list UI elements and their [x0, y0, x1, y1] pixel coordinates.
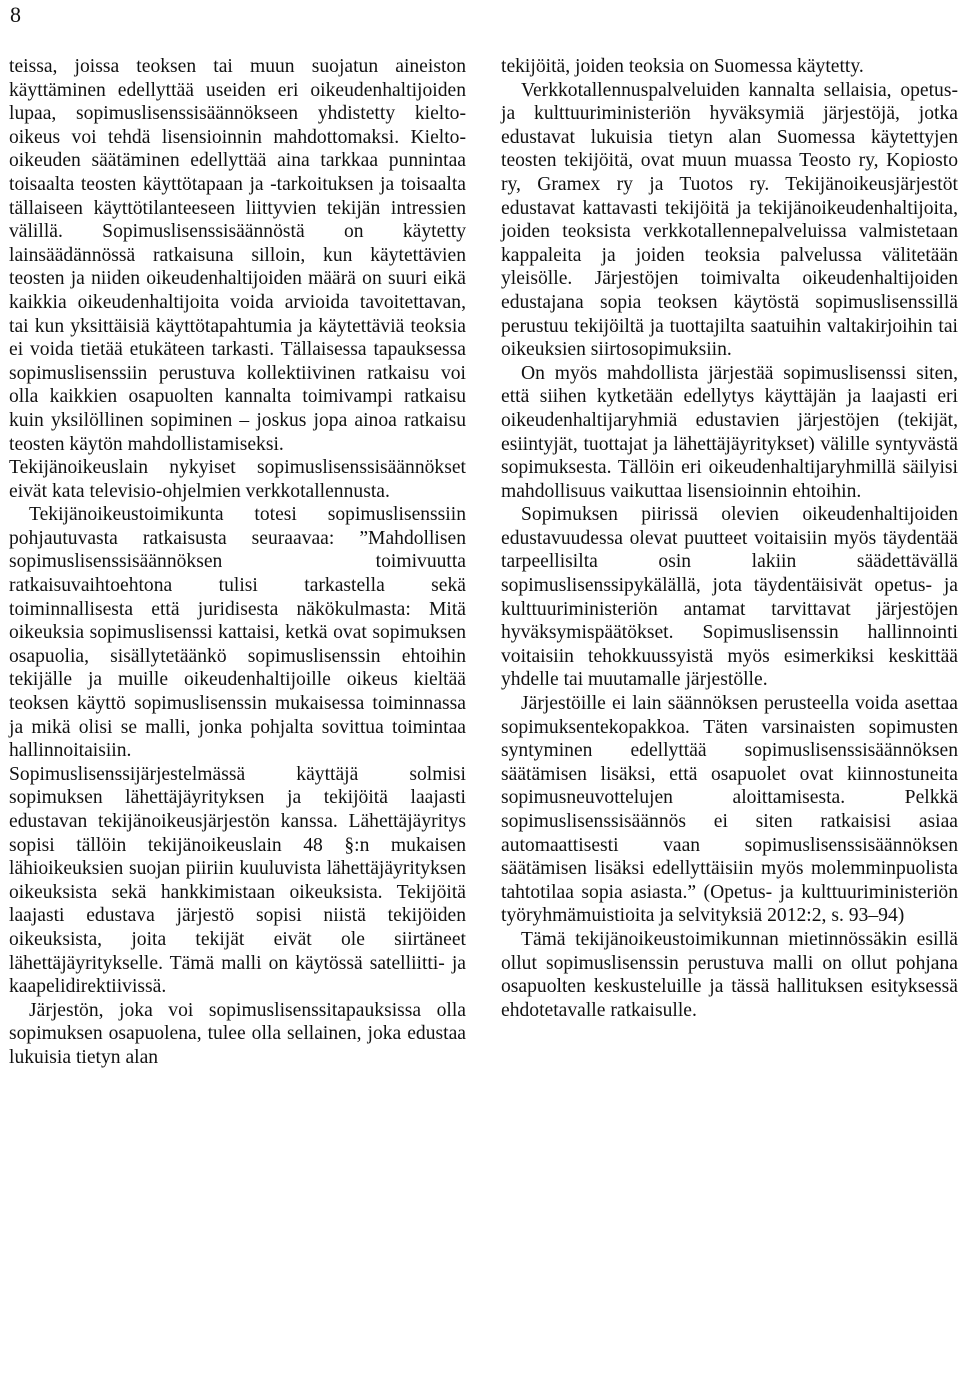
paragraph: Verkkotallennuspalveluiden kannalta sellaisia, opetus- ja kulttuuriministeriön hyväksymiä järjestöjä, jotka edustavat lukuisia tietyn alan Suomessa käytettyjen teosten tekijöitä, ovat muun muassa Teosto ry, Kopiosto ry, Gramex ry ja Tuotos ry. Tekijänoikeusjärjestöt edustavat kattavasti tekijöitä ja tekijänoikeudenhaltijoita, joiden teoksista verkkotallennepalveluissa valmistetaan kappaleita ja joiden teoksia palvelussa välitetään yleisölle. Järjestöjen toimivalta oikeudenhaltijoiden edustajana sopia teoksen käytöstä sopimuslisenssillä perustuu tekijöiltä ja tuottajilta saatuihin valtakirjoihin tai oikeuksien siirtosopimuksiin. — [501, 79, 958, 361]
paragraph: Tämä tekijänoikeustoimikunnan mietinnössäkin esillä ollut sopimuslisenssin perustuva malli on ollut pohjana osapuolten keskusteluille ja tässä hallituksen esityksessä ehdotetavalle ratkaisulle. — [501, 928, 958, 1021]
paragraph: tekijöitä, joiden teoksia on Suomessa käytetty. — [501, 56, 864, 77]
paragraph: Tekijänoikeustoimikunta totesi sopimuslisenssiin pohjautuvasta ratkaisusta seuraavaa: ”Mahdollisen sopimuslisenssisäännöksen toimivuutta ratkaisuvaihtoehtona tulisi tarkastella sekä toiminnallisesta että juridisesta näkökulmasta: Mitä oikeuksia sopimuslisenssi kattaisi, ketkä ovat sopimuksen osapuolia, sisällytetäänkö sopimuslisenssin ehtoihin tekijälle ja muille oikeudenhaltijoille oikeus kieltää teoksen käyttö sopimuslisenssin mukaisessa toiminnassa ja mikä olisi se malli, jonka pohjalta sovittua toimintaa hallinnoitaisiin. — [9, 504, 466, 762]
paragraph: teissa, joissa teoksen tai muun suojatun aineiston käyttäminen edellyttää useiden eri oikeudenhaltijoiden lupaa, sopimuslisenssisäännökseen yhdistetty kielto-oikeus voi tehdä lisensioinnin mahdottomaksi. Kielto-oikeuden säätäminen edellyttää aina tarkkaa punnintaa toisaalta teosten käyttötapaan ja -tarkoituksen ja toisaalta tällaiseen käyttötilanteeseen liittyvien tekijän intressien välillä. Sopimuslisenssisäännöstä on käytetty lainsäädännössä ratkaisuna silloin, kun käytettävien teosten ja niiden oikeudenhaltijoiden määrä on suuri eikä kaikkia oikeudenhaltijoita voida arvioida tavoitettavan, tai kun yksittäisiä käyttötapahtumia ja käytettäviä teoksia ei voida tietää etukäteen tarkasti. Tällaisessa tapauksessa sopimuslisenssiin perustuva kollektiivinen ratkaisu voi olla kaikkien osapuolten kannalta toimivampi ratkaisu kuin yksilöllinen sopiminen – joskus jopa ainoa ratkaisu teosten käytön mahdollistamiseksi. — [9, 56, 466, 455]
paragraph: Sopimuksen piirissä olevien oikeudenhaltijoiden edustavuudessa olevat puutteet voitaisiin myös täydentää tarpeellisilta osin lakiin säädettävällä sopimuslisenssipykälällä, jota täydentäisivät opetus- ja kulttuuriministeriön antamat tarvittavat järjestöjen hyväksymispäätökset. Sopimuslisenssin hallinnointi voitaisiin tehokkuussyistä myös esimerkiksi keskittää yhdelle tai muutamalle järjestölle. — [501, 504, 958, 691]
page-number: 8 — [10, 2, 21, 27]
paragraph: Järjestön, joka voi sopimuslisenssitapauksissa olla sopimuksen osapuolena, tulee olla sellainen, joka edustaa lukuisia tietyn alan — [9, 999, 466, 1068]
paragraph: On myös mahdollista järjestää sopimuslisenssi siten, että siihen kytketään edellytys käyttäjän ja laajasti eri oikeudenhaltijaryhmiä edustavien järjestöjen (tekijät, esiintyjät, tuottajat ja lähettäjäyritykset) välille syntyvästä sopimuksesta. Tällöin eri oikeudenhaltijaryhmillä säilyisi mahdollisuus vaikuttaa lisensioinnin ehtoihin. — [501, 362, 958, 502]
paragraph: Tekijänoikeuslain nykyiset sopimuslisenssisäännökset eivät kata televisio-ohjelmien verkkotallennusta. — [9, 457, 466, 502]
left-column — [9, 55, 466, 1070]
right-column — [501, 55, 958, 1022]
paragraph: Sopimuslisenssijärjestelmässä käyttäjä solmisi sopimuksen lähettäjäyrityksen ja tekijöitä laajasti edustavan tekijänoikeusjärjestön kanssa. Lähettäjäyritys sopisi tällöin tekijänoikeuslain 48 §:n mukaisen lähioikeuksien suojan piiriin kuuluvista lähettäjäyrityksen oikeuksista sekä hankkimistaan oikeuksista. Tekijöitä laajasti edustava järjestö sopisi niistä tekijöiden oikeuksista, joita tekijät eivät ole siirtäneet lähettäjäyritykselle. Tämä malli on käytössä satelliitti- ja kaapelidirektiivissä. — [9, 763, 466, 998]
paragraph: Järjestöille ei lain säännöksen perusteella voida asettaa sopimuksentekopakkoa. Täten varsinaisten sopimusten syntyminen edellyttää sopimuslisenssisäännöksen säätämisen lisäksi, että osapuolet ovat kiinnostuneita sopimusneuvottelujen aloittamisesta. Pelkkä sopimuslisenssisäännös ei siten ratkaisisi asiaa automaattisesti vaan sopimuslisenssisäännöksen säätämisen lisäksi edellyttäisiin myös molemminpuolista tahtotilaa sopia asiasta.” (Opetus- ja kulttuuriministeriön työryhmämuistioita ja selvityksiä 2012:2, s. 93–94) — [501, 693, 958, 927]
